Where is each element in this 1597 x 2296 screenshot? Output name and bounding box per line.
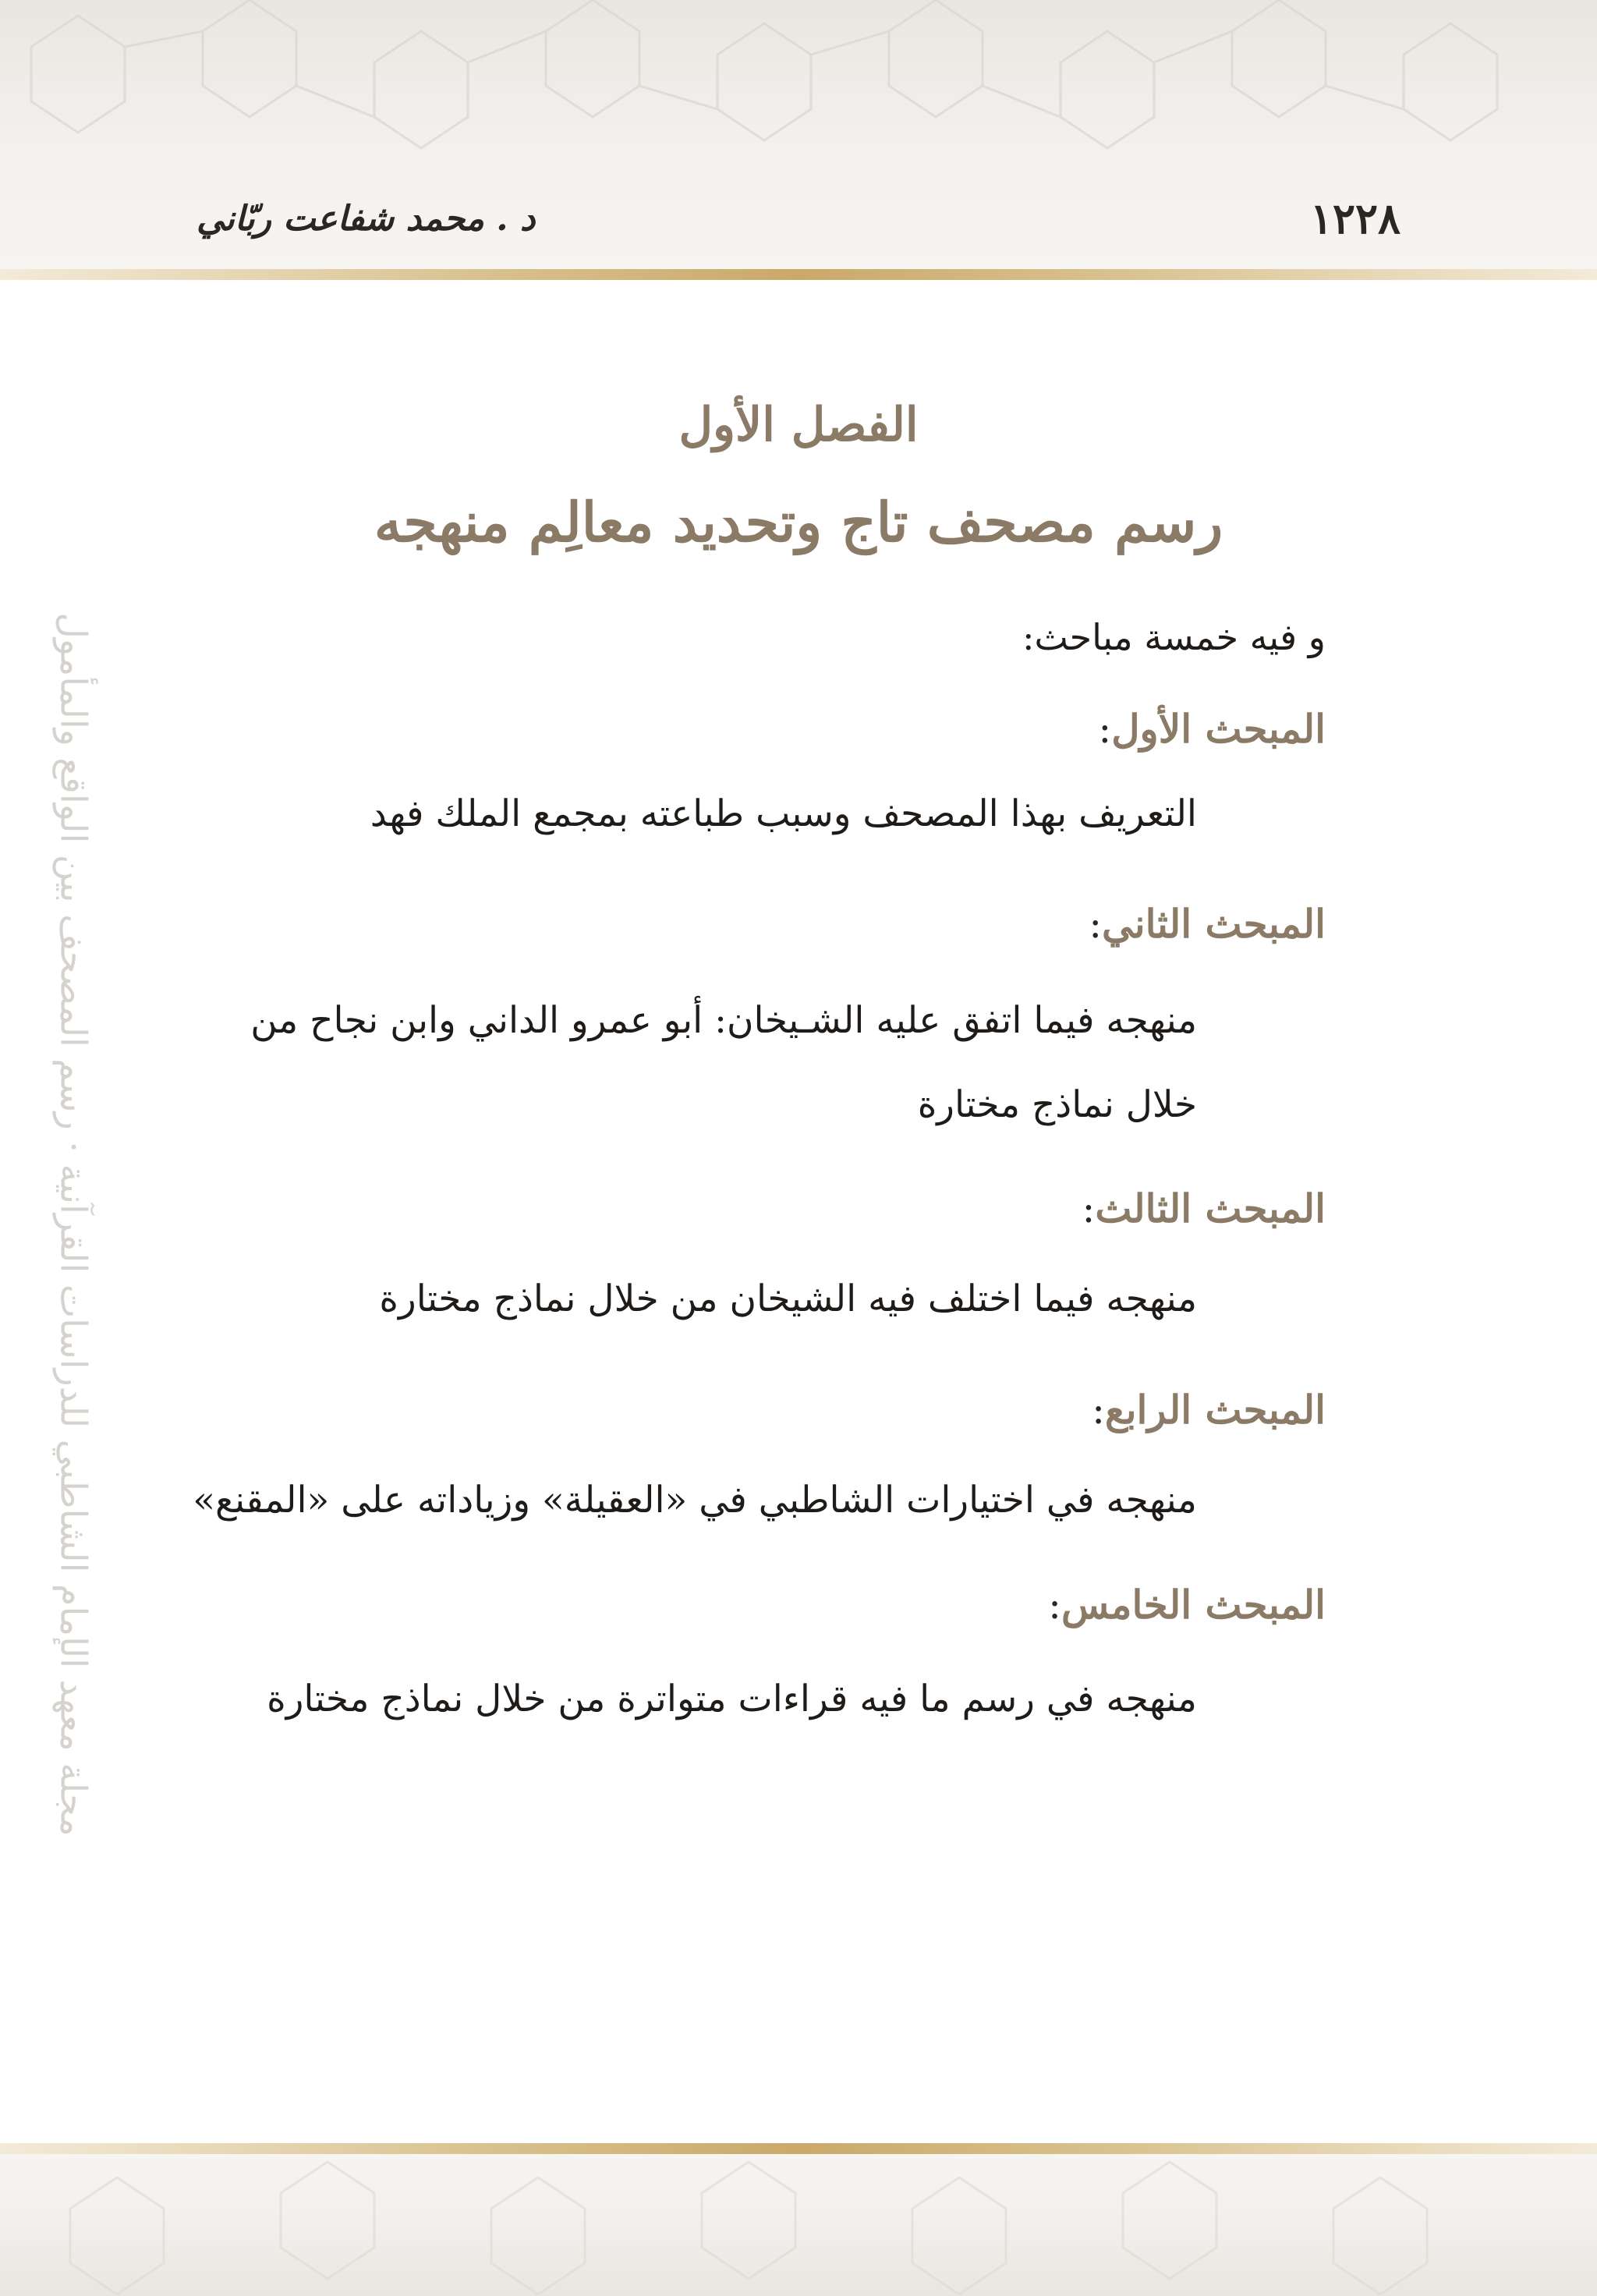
page-number: ١٢٢٨: [1309, 193, 1400, 243]
heading-colon: :: [1082, 1186, 1096, 1231]
side-watermark-text: مجلة معهد الإمام الشاطبي للدراسات القرآنية · رسم المصحف بين الواقع والمأمول: [52, 612, 95, 1837]
heading-colon: :: [1092, 1387, 1105, 1433]
section-text-1: التعريف بهذا المصحف وسبب طباعته بمجمع الملك فهد: [370, 792, 1197, 835]
bottom-gold-rule: [0, 2143, 1597, 2154]
section-heading-2-label: المبحث الثاني: [1102, 901, 1326, 947]
section-text-3: منهجه فيما اختلف فيه الشيخان من خلال نماذج مختارة: [379, 1277, 1197, 1320]
side-watermark: [31, 612, 117, 1837]
chapter-title: رسم مصحف تاج وتحديد معالِم منهجه: [374, 490, 1223, 555]
section-text-4: منهجه في اختيارات الشاطبي في «العقيلة» وزياداته على «المقنع»: [193, 1479, 1197, 1522]
section-heading-5-label: المبحث الخامس: [1061, 1582, 1326, 1628]
section-heading-4: [1092, 1387, 1326, 1433]
section-heading-5: [1048, 1582, 1326, 1628]
section-heading-3-label: المبحث الثالث: [1095, 1185, 1326, 1231]
section-heading-3: [1082, 1185, 1326, 1231]
footer-band: [0, 2154, 1597, 2296]
heading-colon: :: [1098, 707, 1112, 752]
chapter-label: الفصل الأول: [678, 398, 919, 452]
section-heading-1-label: المبحث الأول: [1111, 706, 1326, 752]
top-gold-rule: [0, 269, 1597, 280]
section-heading-1: [1098, 706, 1326, 752]
section-heading-2: [1089, 901, 1326, 947]
author-name: د . محمد شفاعت ربّاني: [197, 199, 536, 239]
intro-text: و فيه خمسة مباحث:: [1022, 616, 1326, 658]
heading-colon: :: [1089, 902, 1103, 947]
section-text-5: منهجه في رسم ما فيه قراءات متواترة من خلال نماذج مختارة: [267, 1678, 1197, 1720]
section-text-2: منهجه فيما اتفق عليه الشـيخان: أبو عمرو الداني وابن نجاح من خلال نماذج مختارة: [250, 999, 1197, 1126]
heading-colon: :: [1048, 1582, 1061, 1628]
section-heading-4-label: المبحث الرابع: [1104, 1387, 1326, 1433]
geometric-pattern-bottom: [0, 2154, 1597, 2296]
